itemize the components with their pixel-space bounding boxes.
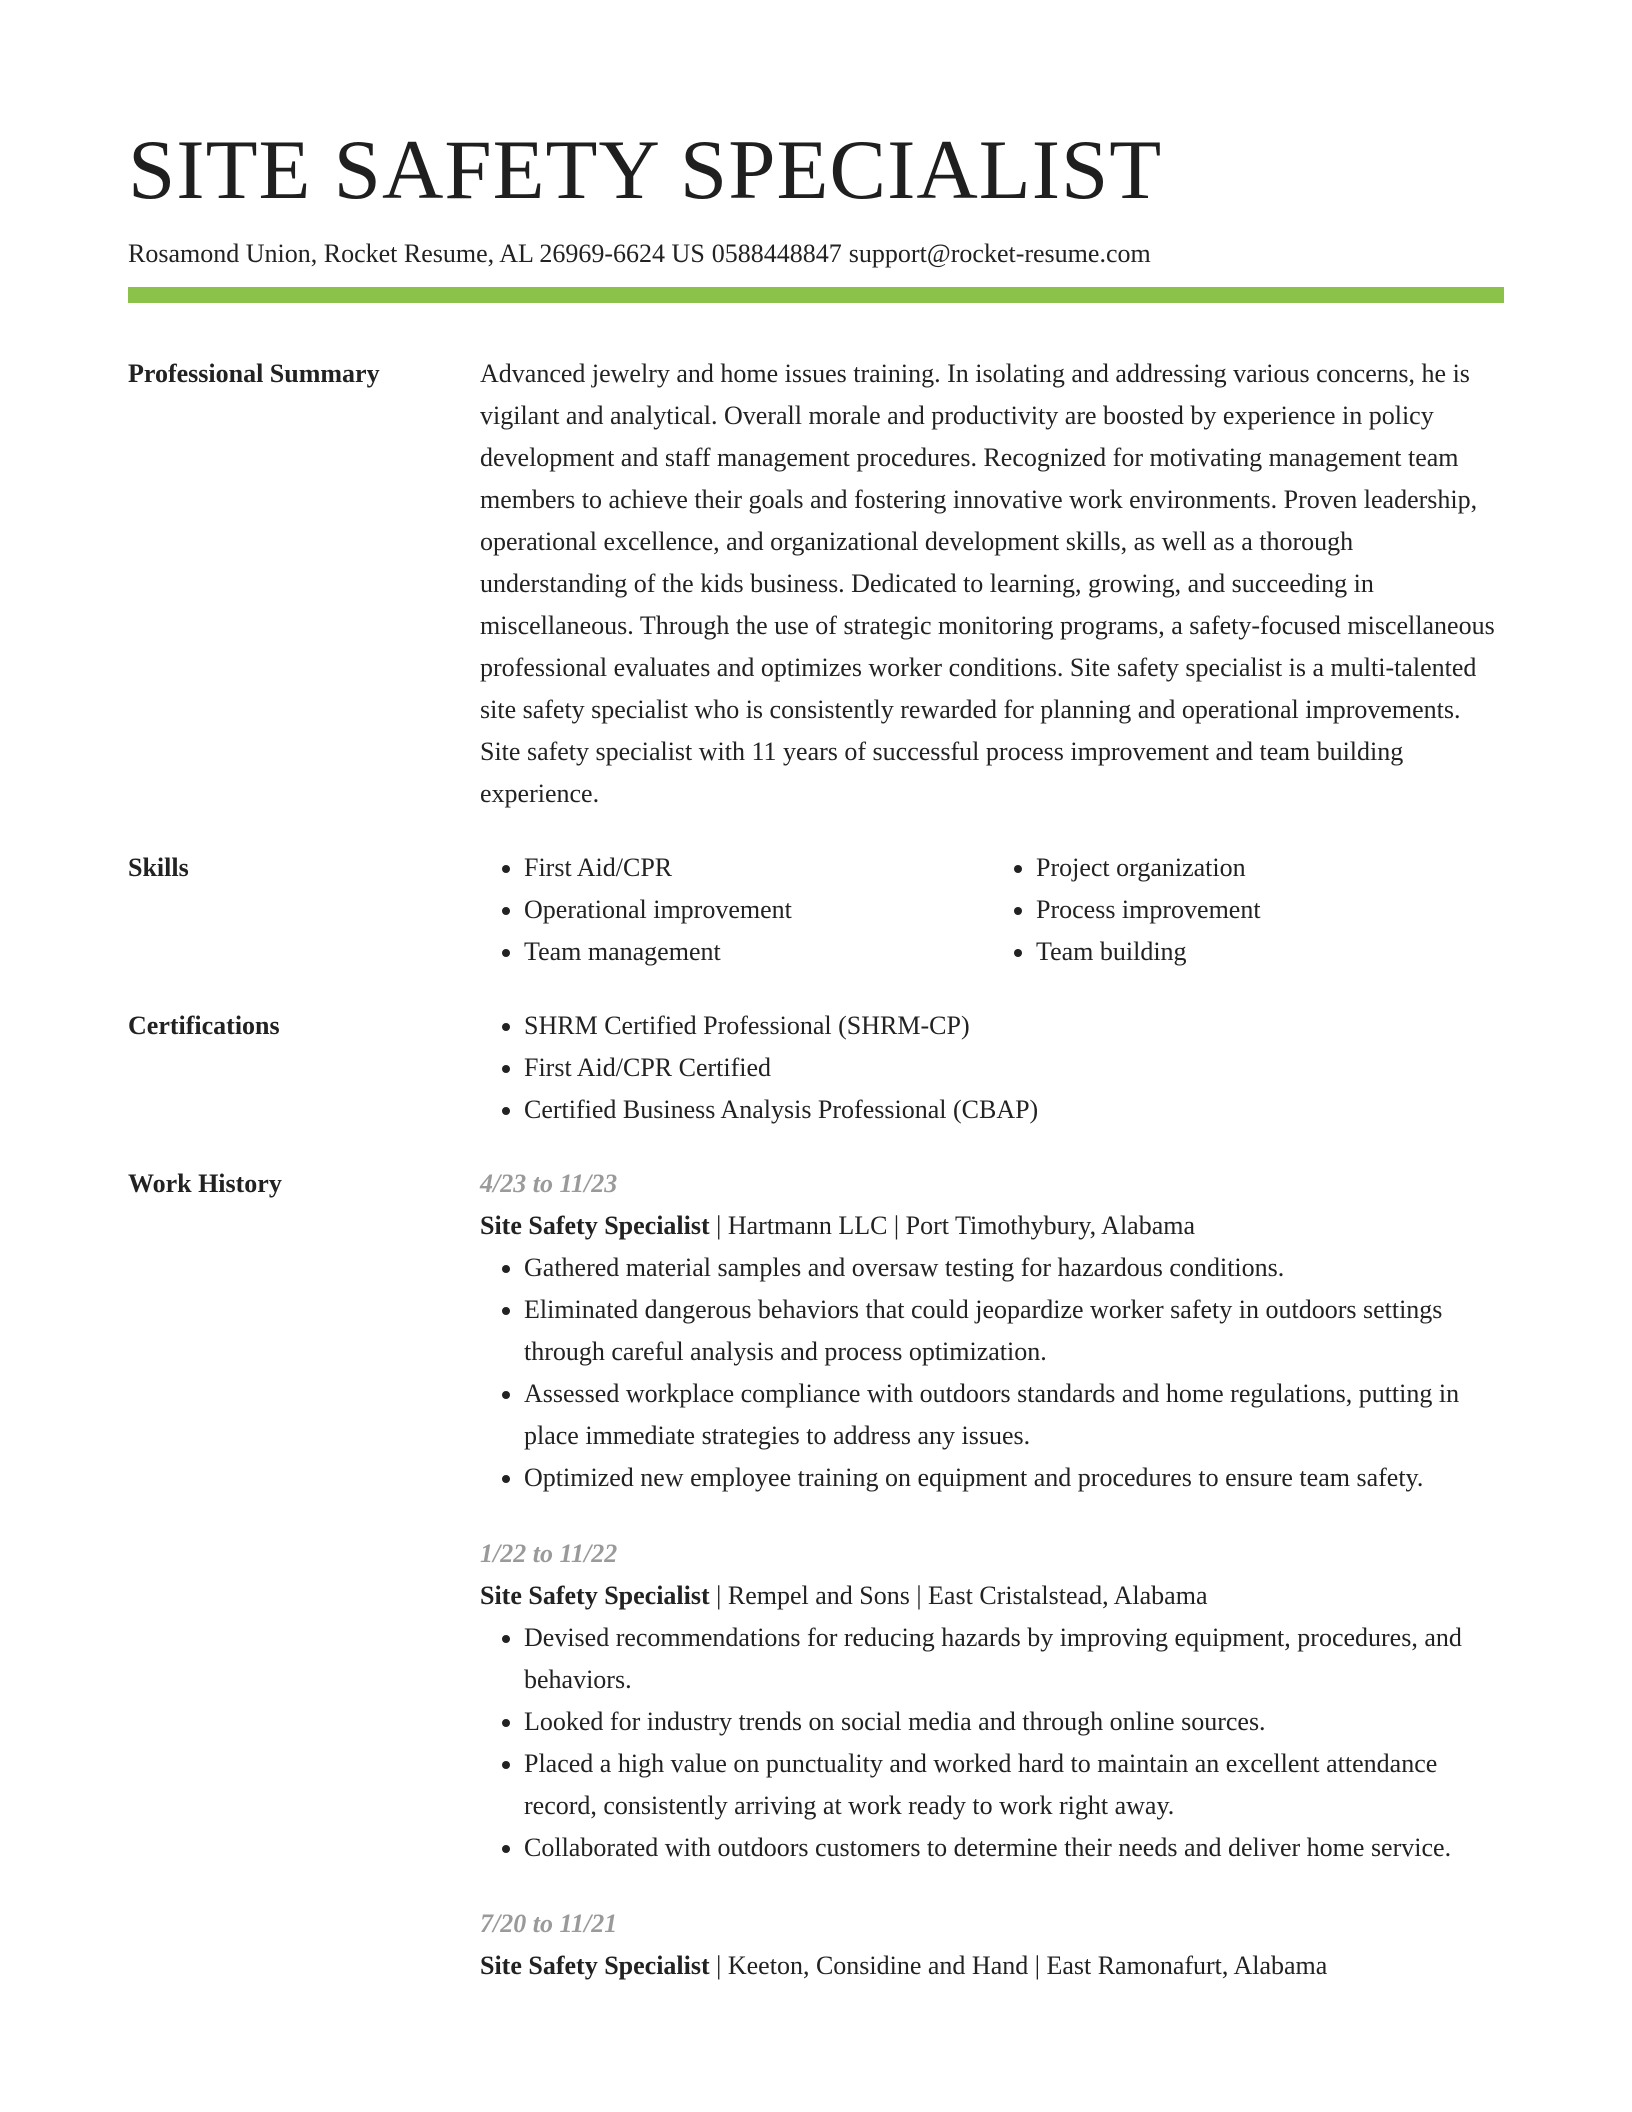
job-bullet: • Optimized new employee training on equipment and procedures to ensure team safety. (524, 1457, 1504, 1499)
skill-item: • Team building (1036, 931, 1504, 973)
work-history-body (480, 1163, 1504, 2021)
skills-section (128, 847, 1504, 973)
job-entry (480, 1903, 1504, 1987)
skills-list-left (480, 847, 992, 973)
job-bullet: • Assessed workplace compliance with outdoors standards and home regulations, putting in place immediate strategies to address any issues. (524, 1373, 1504, 1457)
job-bullet: • Gathered material samples and oversaw testing for hazardous conditions. (524, 1247, 1504, 1289)
section-label-summary: Professional Summary (128, 359, 380, 388)
job-heading (480, 1205, 1504, 1247)
certification-item: • SHRM Certified Professional (SHRM-CP) (524, 1005, 1504, 1047)
summary-section (128, 353, 1504, 815)
skill-item: • Project organization (1036, 847, 1504, 889)
work-history-section (128, 1163, 1504, 2021)
section-label-certifications: Certifications (128, 1011, 280, 1040)
job-bullet: • Collaborated with outdoors customers to determine their needs and deliver home service. (524, 1827, 1504, 1869)
certifications-list (480, 1005, 1504, 1131)
contact-line (128, 236, 1504, 272)
job-bullet: • Looked for industry trends on social media and through online sources. (524, 1701, 1504, 1743)
summary-text: Advanced jewelry and home issues training. In isolating and addressing various concerns, he is vigilant and analytical. Overall morale and productivity are boosted by experience in policy development and staff management procedures. Recognized for motivating management team members to achieve their goals and fostering innovative work environments. Proven leadership, operational excellence, and organizational development skills, as well as a thorough understanding of the kids business. Dedicated to learning, growing, and succeeding in miscellaneous. Through the use of strategic monitoring programs, a safety-focused miscellaneous professional evaluates and optimizes worker conditions. Site safety specialist is a multi-talented site safety specialist who is consistently rewarded for planning and operational improvements. Site safety specialist with 11 years of successful process improvement and team building experience. (480, 359, 1495, 808)
skill-item: • Process improvement (1036, 889, 1504, 931)
skill-item: • Team management (524, 931, 992, 973)
job-dates: 4/23 to 11/23 (480, 1169, 618, 1198)
job-bullets (480, 1247, 1504, 1499)
resume-page (128, 118, 1504, 2021)
job-dates: 7/20 to 11/21 (480, 1909, 618, 1938)
contact-phone: 0588448847 (711, 239, 842, 268)
skills-list-right (992, 847, 1504, 973)
job-bullet: • Placed a high value on punctuality and worked hard to maintain an excellent attendance record, consistently arriving at work ready to work right away. (524, 1743, 1504, 1827)
job-bullets (480, 1617, 1504, 1869)
job-entry (480, 1163, 1504, 1499)
job-bullet: • Eliminated dangerous behaviors that could jeopardize worker safety in outdoors settings through careful analysis and process optimization. (524, 1289, 1504, 1373)
certification-item: • Certified Business Analysis Professional (CBAP) (524, 1089, 1504, 1131)
job-heading (480, 1575, 1504, 1617)
skill-item: • First Aid/CPR (524, 847, 992, 889)
job-employer-location: | Keeton, Considine and Hand | East Ramonafurt, Alabama (709, 1951, 1328, 1980)
skills-grid (480, 847, 1504, 973)
job-title: Site Safety Specialist (480, 1581, 710, 1610)
job-employer-location: | Hartmann LLC | Port Timothybury, Alabama (709, 1211, 1196, 1240)
certifications-body (480, 1005, 1504, 1131)
certifications-section (128, 1005, 1504, 1131)
job-title: Site Safety Specialist (480, 1951, 710, 1980)
job-heading (480, 1945, 1504, 1987)
job-dates: 1/22 to 11/22 (480, 1539, 618, 1568)
job-bullet: • Devised recommendations for reducing hazards by improving equipment, procedures, and behaviors. (524, 1617, 1504, 1701)
contact-address: Rosamond Union, Rocket Resume, AL 26969-6624 US (128, 239, 705, 268)
contact-email: support@rocket-resume.com (848, 239, 1151, 268)
certification-item: • First Aid/CPR Certified (524, 1047, 1504, 1089)
resume-title: SITE SAFETY SPECIALIST (128, 123, 1163, 217)
job-entry (480, 1533, 1504, 1869)
skill-item: • Operational improvement (524, 889, 992, 931)
job-employer-location: | Rempel and Sons | East Cristalstead, Alabama (709, 1581, 1208, 1610)
job-title: Site Safety Specialist (480, 1211, 710, 1240)
section-label-skills: Skills (128, 853, 189, 882)
section-label-work-history: Work History (128, 1169, 282, 1198)
header-divider (128, 287, 1504, 303)
